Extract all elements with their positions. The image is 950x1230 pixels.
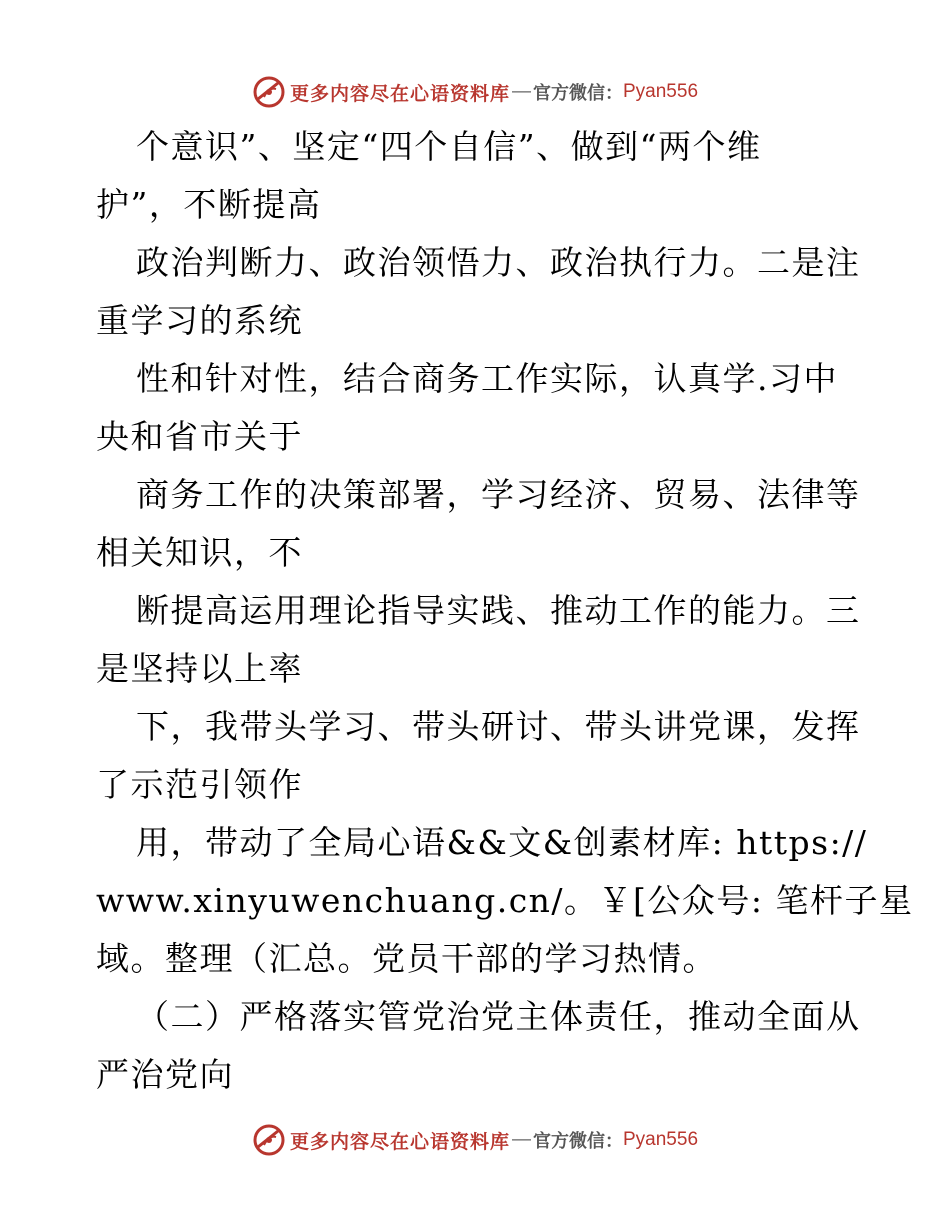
text-line: 商务工作的决策部署，学习经济、贸易、法律等 <box>136 475 861 514</box>
watermark-brand: 更多内容尽在心语资料库 <box>289 82 510 105</box>
footer-watermark <box>0 1118 950 1162</box>
text-line: 央和省市关于 <box>96 417 303 456</box>
text-line: 护”，不断提高 <box>96 185 322 224</box>
watermark-official: 官方微信： <box>533 1131 623 1152</box>
text-line: 严治党向 <box>96 1055 234 1094</box>
text-line: 了示范引领作 <box>96 765 303 804</box>
text-line: 断提高运用理论指导实践、推动工作的能力。三 <box>136 591 861 630</box>
watermark-official: 官方微信： <box>533 83 623 104</box>
logo-icon <box>252 1123 286 1157</box>
watermark-dash: — <box>512 1129 531 1150</box>
header-watermark <box>0 70 950 114</box>
text-line: 政治判断力、政治领悟力、政治执行力。二是注 <box>136 243 861 282</box>
text-line: 相关知识，不 <box>96 533 303 572</box>
watermark-brand: 更多内容尽在心语资料库 <box>289 1130 510 1153</box>
text-line: （二）严格落实管党治党主体责任，推动全面从 <box>136 997 861 1036</box>
text-line: 性和针对性，结合商务工作实际，认真学.习中 <box>136 359 838 398</box>
document-body <box>96 118 914 1104</box>
text-line: 是坚持以上率 <box>96 649 303 688</box>
text-line: 下，我带头学习、带头研讨、带头讲党课，发挥 <box>136 707 861 746</box>
text-line: 域。整理（汇总。党员干部的学习热情。 <box>96 939 717 978</box>
text-line: www.xinyuwenchuang.cn/。￥[公众号: 笔杆子星 <box>96 881 914 920</box>
text-line: 个意识”、坚定“四个自信”、做到“两个维 <box>136 127 762 166</box>
text-line: 重学习的系统 <box>96 301 303 340</box>
logo-icon <box>252 75 286 109</box>
watermark-dash: — <box>512 81 531 102</box>
watermark-handle: Pyan556 <box>623 1129 699 1150</box>
watermark-handle: Pyan556 <box>623 81 699 102</box>
text-line: 用，带动了全局心语&&文&创素材库: https:// <box>136 823 868 862</box>
